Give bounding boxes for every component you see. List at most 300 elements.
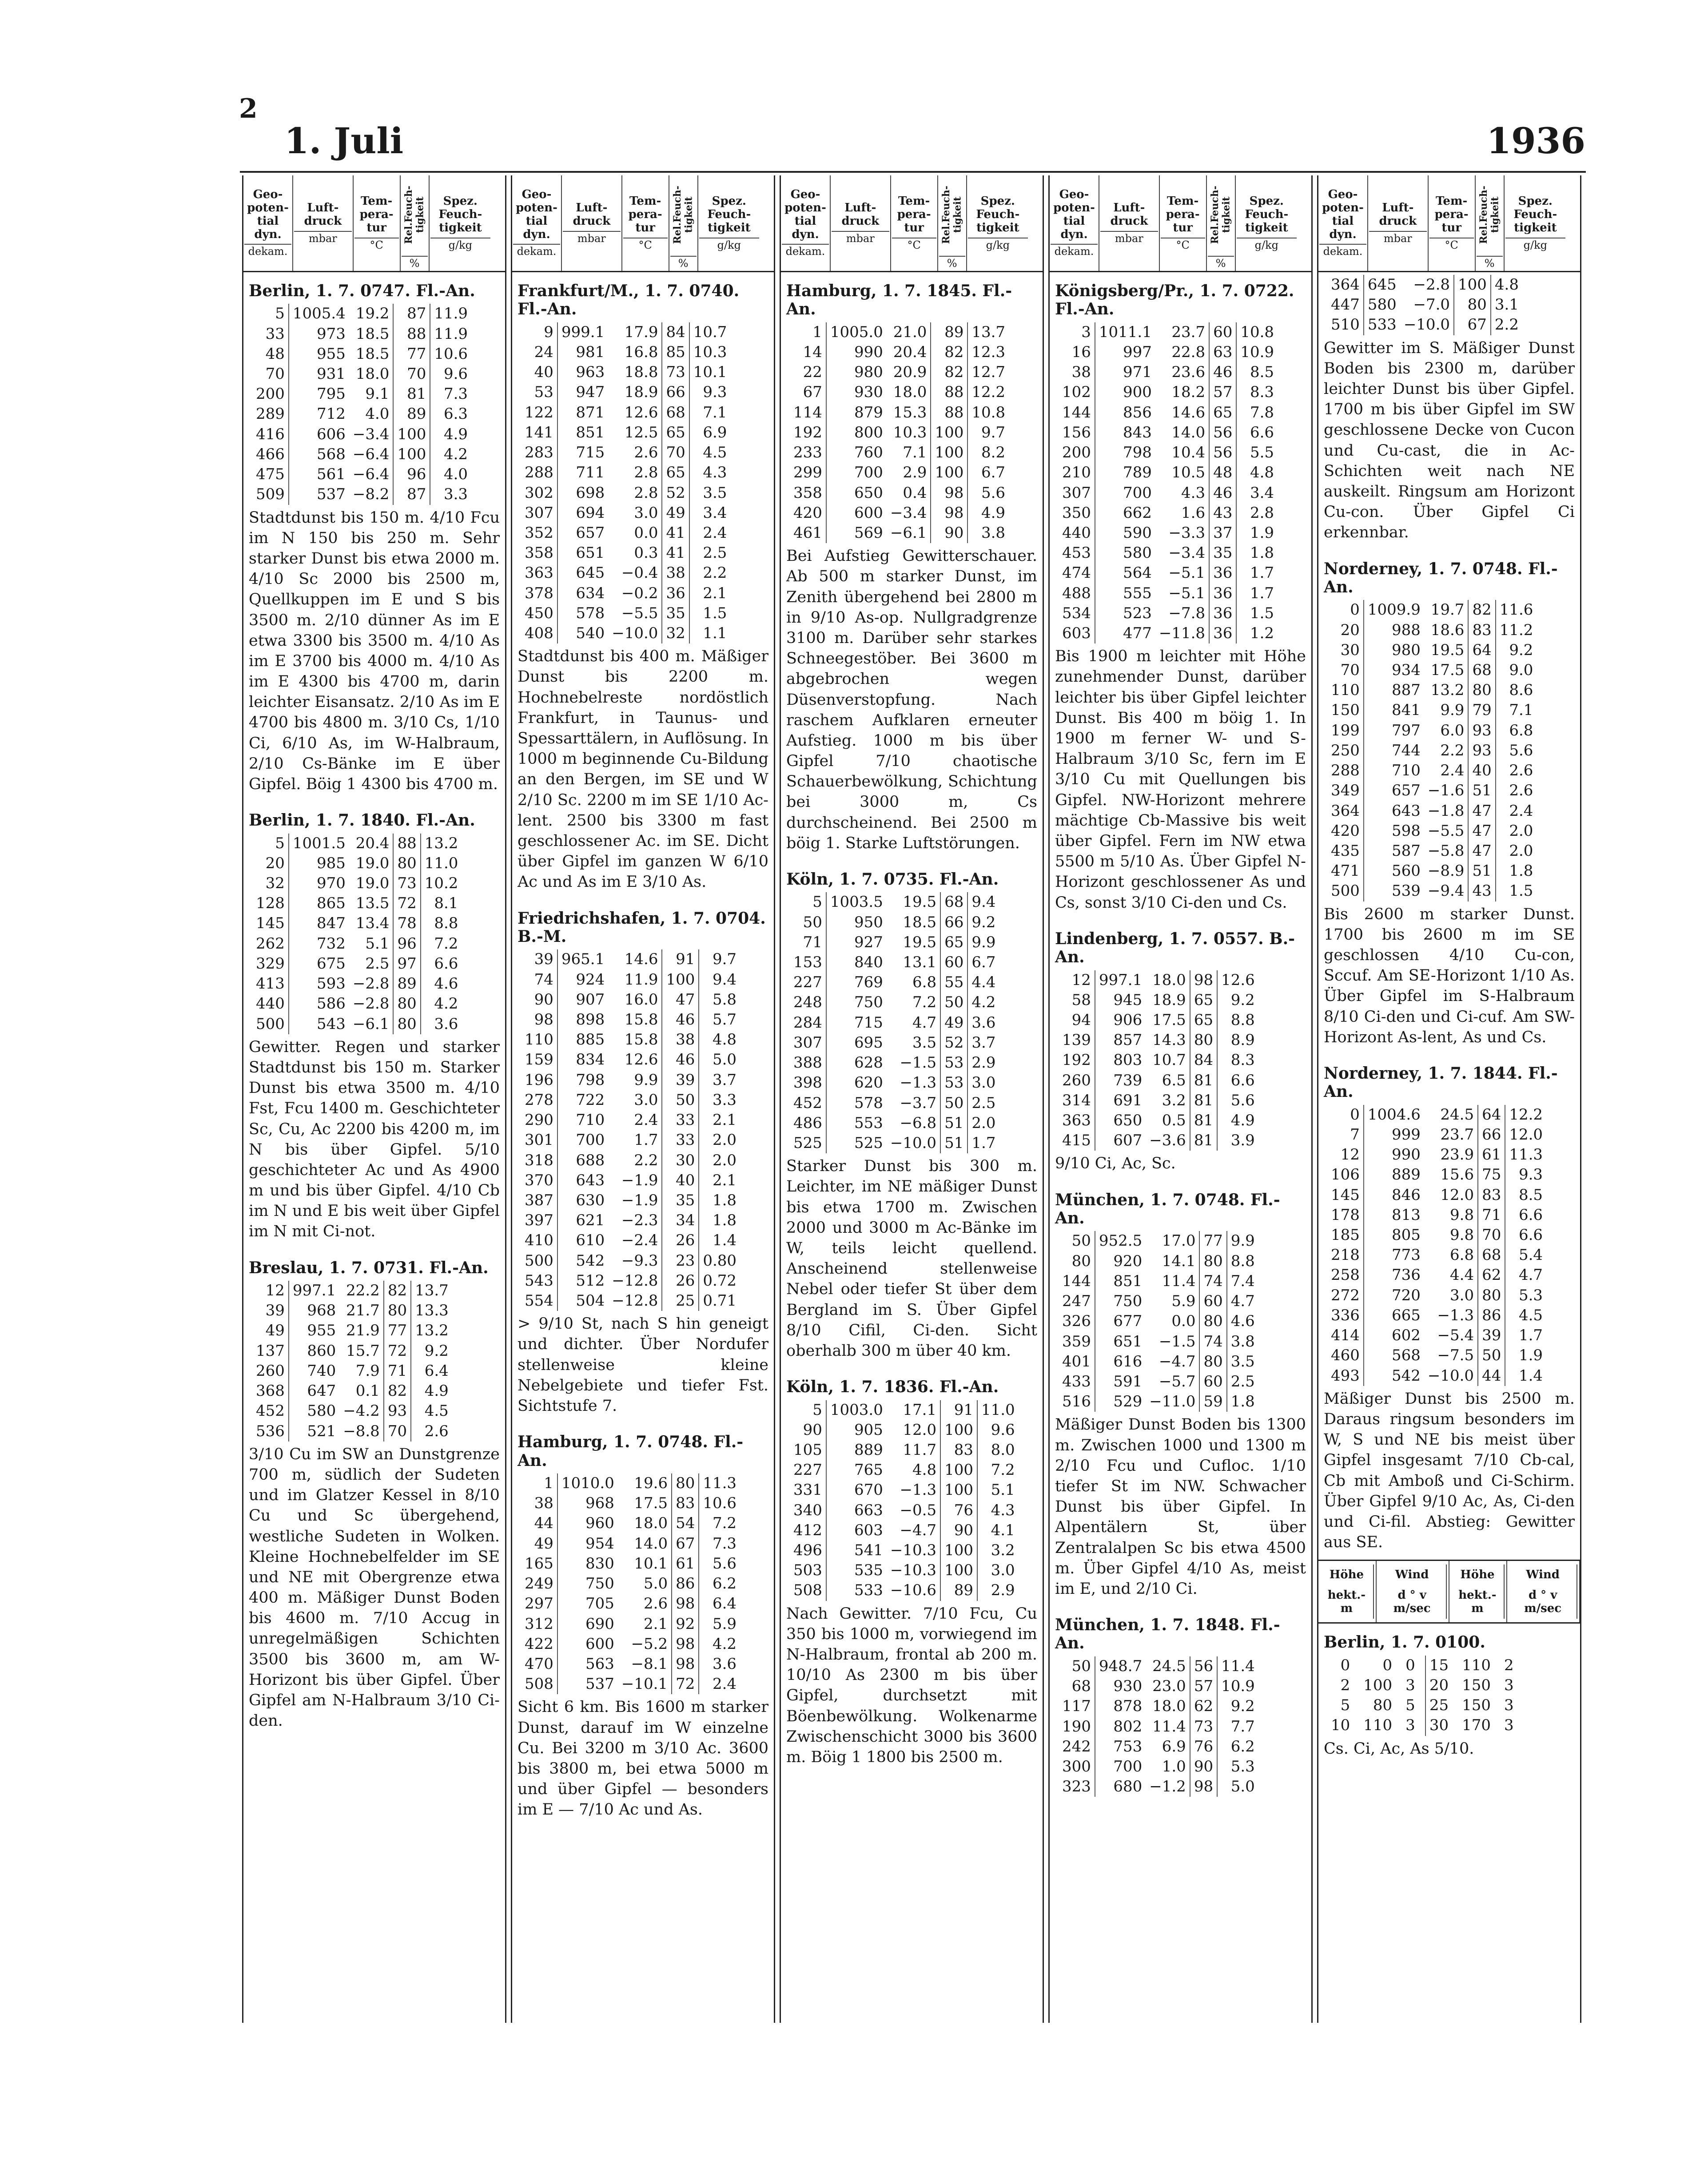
table-cell: 60 — [1199, 1372, 1226, 1392]
table-cell: 930 — [854, 383, 883, 401]
table-cell: 156 — [1059, 423, 1095, 443]
table-row — [790, 523, 1009, 543]
table-cell: 960 — [585, 1514, 614, 1533]
header-geo-unit: dekam. — [513, 244, 560, 258]
header-rel — [1207, 175, 1236, 271]
table-cell: 10.5 — [1155, 463, 1209, 483]
table-cell: 43 — [1468, 881, 1495, 901]
header-luft-label: Luft-druck — [573, 201, 611, 228]
table-cell: 13.3 — [415, 1302, 449, 1320]
table-row — [1327, 1125, 1546, 1145]
table-cell: −8.8 — [339, 1422, 384, 1441]
table-row — [1327, 1185, 1546, 1205]
table-cell: −5.1 — [1155, 563, 1209, 583]
table-cell: 694 — [576, 504, 605, 522]
table-cell: 61 — [1478, 1145, 1505, 1165]
table-row — [521, 1513, 740, 1533]
table-cell: 54 — [672, 1513, 699, 1533]
table-cell: 0.0 — [1146, 1311, 1199, 1331]
table-row — [1059, 1332, 1258, 1352]
table-cell: 0.71 — [703, 1292, 737, 1310]
table-cell: −2.4 — [608, 1231, 662, 1251]
table-cell: 600 — [585, 1635, 614, 1653]
table-cell: −2.8 — [1400, 275, 1454, 295]
table-cell: 2.5 — [349, 954, 394, 974]
table-cell: 663 — [854, 1501, 883, 1519]
table-cell: 247 — [1059, 1291, 1095, 1311]
table-cell: 68 — [662, 403, 689, 423]
table-row — [252, 854, 462, 874]
table-row — [1059, 1372, 1258, 1392]
table-cell: 1 — [521, 1473, 557, 1493]
table-cell: 700 — [1113, 1757, 1143, 1775]
station-remarks: Nach Gewitter. 7/10 Fcu, Cu 350 bis 1000 m, vorwiegend im N-Halbraum, frontal ab 200 m. 10/10 As 2300 m bis über Gipfel, durchsetzt mit Böenbewölkung. Wolkenarme Zwischenschicht 3000 bis 3600 m. Böig 1 1800 bis 2500 m. — [786, 1604, 1037, 1766]
table-cell: 288 — [1327, 761, 1364, 781]
table-cell: 715 — [576, 444, 605, 462]
table-cell: 87 — [393, 484, 430, 504]
table-row — [790, 362, 1009, 382]
table-cell: 509 — [252, 484, 289, 504]
table-cell: 98 — [672, 1594, 699, 1614]
table-cell: 12.2 — [971, 383, 1006, 401]
header-temp-unit: °C — [892, 238, 936, 252]
table-cell: 4.5 — [1518, 1306, 1543, 1324]
table-cell: 70 — [252, 364, 289, 384]
table-cell: 529 — [1113, 1393, 1143, 1411]
table-row — [790, 1033, 999, 1053]
table-cell: 289 — [252, 404, 289, 424]
table-cell: 700 — [576, 1131, 605, 1149]
table-cell: 924 — [576, 970, 605, 989]
table-row — [790, 1480, 1019, 1500]
table-cell: 53 — [940, 1073, 967, 1093]
table-cell: 49 — [252, 1321, 289, 1341]
table-cell: 739 — [1113, 1071, 1143, 1089]
table-cell: 840 — [854, 953, 883, 972]
table-cell: 898 — [576, 1010, 605, 1028]
table-cell: 227 — [790, 1460, 826, 1480]
table-cell: 36 — [1209, 623, 1236, 643]
table-cell: 22 — [790, 362, 826, 382]
table-cell: 4.6 — [434, 975, 458, 993]
table-cell: 47 — [1468, 801, 1495, 821]
table-cell: 525 — [790, 1133, 826, 1153]
table-cell: 971 — [1123, 363, 1152, 381]
table-cell: 2.8 — [1250, 504, 1274, 522]
table-cell: 591 — [1113, 1372, 1143, 1390]
table-row — [1327, 640, 1537, 660]
table-cell: 11.7 — [887, 1440, 940, 1460]
table-row — [1059, 1352, 1258, 1372]
station-section — [1318, 1055, 1580, 1560]
table-cell: 14.1 — [1146, 1251, 1199, 1271]
table-cell: 486 — [790, 1113, 826, 1133]
table-cell: 178 — [1327, 1205, 1364, 1225]
table-cell: 0.80 — [703, 1251, 737, 1270]
table-cell: 657 — [576, 524, 605, 542]
table-cell: 578 — [576, 604, 605, 622]
table-cell: 2.6 — [1509, 762, 1533, 780]
table-cell: 43 — [1209, 503, 1236, 523]
table-cell: 44 — [1478, 1366, 1505, 1386]
table-cell: 541 — [854, 1541, 883, 1560]
table-cell: 586 — [316, 995, 346, 1013]
wind-cell: 170 — [1462, 1716, 1491, 1735]
table-cell: 5.0 — [1230, 1778, 1255, 1796]
table-cell: 13.4 — [349, 913, 394, 933]
header-geo — [512, 175, 562, 271]
table-cell: 14.3 — [1146, 1030, 1190, 1050]
header-rel — [669, 175, 698, 271]
table-cell: 931 — [316, 365, 346, 383]
table-cell: 32 — [252, 874, 289, 893]
table-cell: 50 — [1478, 1346, 1505, 1366]
table-cell: 8.8 — [1230, 1252, 1255, 1270]
table-cell: 4.8 — [887, 1460, 940, 1480]
table-cell: 144 — [1059, 403, 1095, 423]
station-remarks: Stadtdunst bis 400 m. Mäßiger Dunst bis 2200 m. Hochnebelreste nordöstlich Frankfurt, in Taunus- und Spessarttälern, in Auflösung. In 1000 m beginnende Cu-Bildung an den Bergen, im SE und W 2/10 Sc. 2200 m im SE 1/10 Ac-lent. 2500 bis 3300 m fast geschlossener Ac. im SE. Dicht über Gipfel im ganzen W 6/10 Ac und As im E 3/10 As. — [518, 647, 768, 891]
table-cell: 63 — [1209, 342, 1236, 362]
table-cell: 860 — [307, 1342, 336, 1360]
table-cell: 262 — [252, 934, 289, 954]
table-cell: 62 — [1478, 1265, 1505, 1285]
table-cell: 705 — [585, 1595, 614, 1613]
table-cell: 7.2 — [991, 1461, 1015, 1479]
wind-cell: 0 — [1382, 1656, 1393, 1674]
table-row — [252, 304, 471, 324]
header-temp-label: Tem-pera-tur — [1434, 194, 1469, 234]
table-cell: 249 — [521, 1574, 557, 1594]
table-cell: −9.3 — [608, 1251, 662, 1271]
table-cell: −8.2 — [349, 484, 394, 504]
column-header — [1318, 175, 1580, 272]
table-cell: 450 — [521, 604, 557, 623]
table-cell: 37 — [1209, 523, 1236, 543]
table-row — [521, 1010, 740, 1030]
table-cell: 690 — [585, 1615, 614, 1633]
header-spez — [430, 175, 491, 271]
table-cell: 358 — [790, 483, 826, 503]
header-rel — [1476, 175, 1505, 271]
table-cell: 36 — [1209, 563, 1236, 583]
table-cell: 82 — [384, 1281, 411, 1301]
table-row — [521, 1554, 740, 1574]
table-cell: 200 — [1059, 443, 1095, 463]
table-cell: 1005.0 — [830, 323, 883, 341]
table-cell: 537 — [585, 1675, 614, 1693]
header-spez-label: Spez. Feuch-tigkeit — [438, 194, 482, 234]
table-cell: 83 — [940, 1440, 977, 1460]
table-cell: 40 — [1468, 761, 1495, 781]
table-cell: 4.8 — [1494, 276, 1519, 294]
table-cell: 71 — [790, 933, 826, 953]
table-cell: 9.2 — [1230, 1697, 1255, 1715]
table-cell: 999 — [1391, 1125, 1421, 1144]
table-cell: 564 — [1123, 564, 1152, 582]
table-cell: 18.5 — [349, 344, 394, 364]
table-cell: 2.6 — [424, 1422, 449, 1440]
table-cell: −5.2 — [618, 1634, 672, 1654]
header-luft — [293, 175, 354, 271]
table-cell: 40 — [521, 362, 557, 382]
table-cell: 700 — [1123, 484, 1152, 502]
wind-cell: 110 — [1462, 1656, 1491, 1674]
table-cell: 980 — [1391, 641, 1421, 659]
table-cell: 841 — [1391, 701, 1421, 719]
station-title: Norderney, 1. 7. 0748. Fl.-An. — [1324, 559, 1558, 596]
table-cell: 6.6 — [434, 954, 458, 973]
table-row — [1327, 1346, 1546, 1366]
header-temp — [1429, 175, 1476, 271]
table-row — [521, 623, 730, 643]
table-row — [521, 382, 730, 402]
table-cell: 70 — [393, 364, 430, 384]
table-cell: 20.4 — [349, 834, 394, 854]
table-cell: 736 — [1391, 1266, 1421, 1284]
table-cell: 650 — [854, 484, 883, 502]
table-cell: 5.6 — [1230, 1091, 1255, 1109]
table-cell: 290 — [521, 1110, 557, 1130]
table-cell: 7.2 — [434, 934, 458, 953]
table-cell: 51 — [1468, 861, 1495, 881]
table-cell: 1011.1 — [1099, 323, 1152, 341]
table-cell: 82 — [931, 362, 967, 382]
table-cell: 16.8 — [608, 342, 662, 362]
table-row — [1327, 1245, 1546, 1265]
header-geo-unit: dekam. — [1319, 244, 1366, 258]
table-cell: −8.1 — [618, 1654, 672, 1674]
table-cell: 50 — [1059, 1231, 1095, 1251]
table-row — [1059, 563, 1278, 583]
table-cell: 980 — [854, 363, 883, 381]
table-cell: 11.0 — [424, 854, 458, 872]
station-title: Köln, 1. 7. 1836. Fl.-An. — [786, 1378, 999, 1397]
table-cell: 2.1 — [712, 1171, 737, 1189]
table-row — [1327, 761, 1537, 781]
table-cell: 102 — [1059, 382, 1095, 402]
table-row — [521, 523, 730, 543]
table-cell: 9.4 — [712, 970, 737, 989]
header-spez-label: Spez. Feuch-tigkeit — [976, 194, 1020, 234]
table-row — [252, 1361, 452, 1381]
wind-cell: 15 — [1429, 1656, 1449, 1674]
table-cell: 307 — [521, 503, 557, 523]
table-row — [1059, 1251, 1258, 1271]
table-cell: 537 — [316, 485, 346, 504]
table-cell: 5.1 — [991, 1481, 1015, 1499]
table-cell: 53 — [940, 1053, 967, 1073]
table-cell: −6.1 — [349, 1014, 394, 1034]
table-cell: 408 — [521, 623, 557, 643]
table-cell: 18.2 — [1155, 382, 1209, 402]
table-cell: 70 — [662, 443, 689, 463]
table-cell: 947 — [576, 383, 605, 401]
table-cell: 314 — [1059, 1091, 1095, 1111]
table-cell: 17.1 — [887, 1400, 940, 1420]
table-cell: 200 — [252, 384, 289, 404]
table-cell: 35 — [1209, 543, 1236, 563]
table-cell: 830 — [585, 1554, 614, 1572]
table-cell: 3.3 — [712, 1091, 737, 1109]
table-cell: 90 — [940, 1521, 977, 1541]
wind-cell: 0 — [1402, 1656, 1425, 1676]
table-cell: 3.6 — [434, 1015, 458, 1033]
table-cell: 12.6 — [1221, 971, 1255, 989]
station-section — [1050, 1606, 1311, 1799]
table-row — [521, 403, 730, 423]
wind-cell: 30 — [1429, 1716, 1449, 1735]
table-row — [521, 1151, 740, 1171]
table-cell: 5 — [790, 892, 826, 912]
table-cell: 948.7 — [1099, 1657, 1143, 1675]
table-row — [252, 404, 471, 424]
table-cell: 2.6 — [608, 443, 662, 463]
table-row — [1059, 543, 1278, 563]
table-cell: 616 — [1113, 1352, 1143, 1370]
table-cell: 79 — [1468, 700, 1495, 720]
table-cell: 52 — [940, 1033, 967, 1053]
table-cell: 5 — [252, 834, 289, 854]
table-cell: 798 — [1123, 444, 1152, 462]
table-cell: 19.6 — [618, 1473, 672, 1493]
column-1 — [242, 175, 506, 2023]
wind-header-unit: hekt.-m — [1451, 1585, 1505, 1619]
table-row — [790, 1561, 1019, 1580]
table-cell: 401 — [1059, 1352, 1095, 1372]
table-cell: 378 — [521, 584, 557, 604]
table-cell: 110 — [1327, 680, 1364, 700]
table-cell: 100 — [393, 425, 430, 445]
header-luft-label: Luft-druck — [304, 201, 342, 228]
table-cell: 250 — [1327, 741, 1364, 761]
wind-cell: 3 — [1504, 1716, 1514, 1735]
table-cell: 9.7 — [712, 950, 737, 969]
table-cell: −1.9 — [608, 1191, 662, 1211]
table-cell: 38 — [662, 563, 689, 583]
table-cell: 65 — [1209, 403, 1236, 423]
table-cell: −6.1 — [887, 523, 931, 543]
header-luft-label: Luft-druck — [1110, 201, 1148, 228]
table-cell: 12 — [1327, 1145, 1364, 1165]
header-temp-label: Tem-pera-tur — [1166, 194, 1200, 234]
table-cell: 447 — [1327, 295, 1364, 315]
table-cell: −5.5 — [1424, 821, 1469, 841]
table-cell: 89 — [940, 1580, 977, 1600]
table-cell: 410 — [521, 1231, 557, 1251]
table-row — [252, 445, 471, 465]
table-cell: 18.9 — [1146, 990, 1190, 1010]
table-row — [521, 1231, 740, 1251]
table-cell: 397 — [521, 1211, 557, 1231]
table-cell: 139 — [1059, 1030, 1095, 1050]
table-row — [1059, 342, 1278, 362]
table-cell: 18.6 — [1424, 620, 1469, 640]
table-row — [1059, 623, 1278, 643]
table-cell: 415 — [1059, 1131, 1095, 1151]
table-cell: 19.5 — [887, 933, 940, 953]
table-cell: 3.7 — [712, 1071, 737, 1089]
header-rel-unit: % — [939, 256, 965, 270]
table-cell: 6.8 — [887, 973, 940, 993]
table-row — [790, 1073, 999, 1093]
table-cell: 2.2 — [608, 1151, 662, 1171]
table-cell: 3.0 — [608, 1090, 662, 1110]
table-cell: 4.2 — [971, 993, 996, 1012]
table-cell: −1.6 — [1424, 781, 1469, 801]
table-cell: 1009.9 — [1367, 601, 1421, 619]
table-row — [1059, 1696, 1258, 1716]
table-cell: 7.4 — [1230, 1272, 1255, 1290]
table-cell: 77 — [1199, 1231, 1226, 1251]
table-cell: 603 — [854, 1521, 883, 1539]
table-cell: 199 — [1327, 721, 1364, 741]
column-header — [512, 175, 774, 272]
table-cell: 11.9 — [434, 305, 468, 323]
table-cell: 2.1 — [703, 584, 727, 602]
table-cell: 71 — [1478, 1205, 1505, 1225]
table-cell: 83 — [672, 1493, 699, 1513]
table-cell: 803 — [1113, 1051, 1143, 1069]
table-cell: 18.0 — [618, 1513, 672, 1533]
table-cell: 580 — [1123, 544, 1152, 562]
table-cell: 22.2 — [339, 1281, 384, 1301]
table-cell: 41 — [662, 523, 689, 543]
table-cell: 753 — [1113, 1737, 1143, 1755]
table-cell: 477 — [1123, 624, 1152, 643]
table-cell: 657 — [1391, 782, 1421, 800]
table-cell: 720 — [1391, 1286, 1421, 1304]
wind-cell: 3 — [1504, 1696, 1514, 1715]
table-cell: 145 — [1327, 1185, 1364, 1205]
table-cell: 610 — [576, 1231, 605, 1250]
table-cell: 1 — [790, 322, 826, 342]
table-row — [521, 463, 730, 483]
wind-section — [1318, 1624, 1580, 1766]
table-cell: 278 — [521, 1090, 557, 1110]
table-cell: 6.6 — [1230, 1071, 1255, 1089]
station-title: Berlin, 1. 7. 0747. Fl.-An. — [249, 282, 475, 300]
header-spez — [1505, 175, 1566, 271]
table-cell: 5.6 — [1509, 741, 1533, 759]
table-row — [1059, 1291, 1258, 1311]
table-row — [790, 1133, 999, 1153]
table-cell: 258 — [1327, 1265, 1364, 1285]
table-cell: 26 — [662, 1271, 699, 1291]
table-cell: 6.4 — [424, 1362, 449, 1380]
station-remarks: 9/10 Ci, Ac, Sc. — [1055, 1155, 1176, 1173]
table-cell: −7.8 — [1155, 604, 1209, 623]
table-row — [790, 1093, 999, 1113]
table-cell: 554 — [521, 1291, 557, 1311]
table-cell: 100 — [931, 463, 967, 483]
table-cell: 600 — [854, 504, 883, 522]
table-cell: 128 — [252, 893, 289, 913]
table-row — [790, 1440, 1019, 1460]
table-cell: 35 — [662, 604, 689, 623]
table-cell: 3 — [1059, 322, 1095, 342]
table-cell: 2.5 — [971, 1094, 996, 1112]
table-cell: 15.8 — [608, 1030, 662, 1050]
table-cell: 141 — [521, 423, 557, 443]
table-cell: 643 — [576, 1171, 605, 1189]
table-cell: 83 — [1468, 620, 1495, 640]
table-cell: 9.9 — [1230, 1232, 1255, 1250]
table-cell: 50 — [940, 1093, 967, 1113]
wind-header-label: Wind — [1509, 1565, 1577, 1585]
table-cell: 3.5 — [887, 1033, 940, 1053]
station-title: Hamburg, 1. 7. 1845. Fl.-An. — [786, 282, 1012, 319]
table-cell: 82 — [1468, 600, 1495, 620]
